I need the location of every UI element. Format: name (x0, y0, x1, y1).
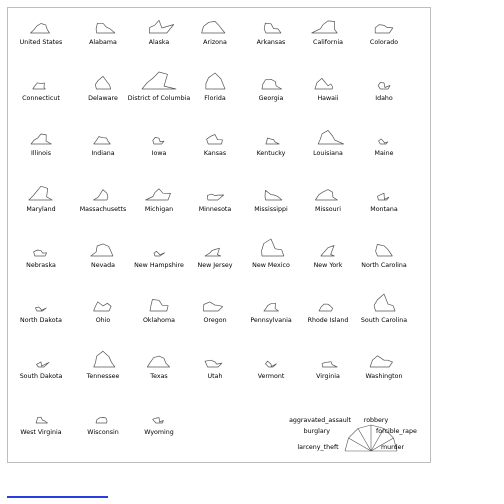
star-glyph-colorado (370, 25, 398, 46)
star-glyph-iowa (152, 137, 167, 157)
star-outline (207, 194, 223, 200)
star-glyph-kentucky (257, 138, 286, 157)
state-label: Idaho (375, 95, 393, 102)
star-glyph-virginia (316, 362, 340, 380)
state-label: Nevada (90, 262, 116, 269)
star-glyph-washington (365, 356, 402, 380)
star-outline (376, 244, 393, 256)
star-outline (147, 356, 169, 367)
state-label: Florida (204, 95, 226, 102)
star-outline (34, 250, 47, 256)
star-glyph-alabama (89, 23, 117, 46)
star-outline (31, 134, 51, 144)
star-outline (315, 78, 333, 89)
key-label-robbery: robbery (363, 417, 389, 424)
state-label: Maine (374, 150, 394, 157)
star-glyph-louisiana (313, 130, 343, 157)
star-outline (322, 362, 337, 367)
state-label: Michigan (144, 206, 174, 213)
star-outline (264, 303, 279, 311)
state-label: California (313, 39, 343, 46)
star-outline (146, 189, 171, 200)
state-label: Iowa (151, 150, 167, 157)
star-glyph-illinois (31, 134, 51, 157)
state-label: Washington (365, 373, 403, 380)
star-outline (207, 135, 223, 145)
star-outline (206, 73, 225, 89)
state-label: Rhode Island (307, 317, 349, 324)
state-label: Texas (150, 373, 168, 380)
star-glyph-maryland (26, 186, 55, 213)
star-glyph-west-virginia (20, 417, 61, 436)
star-glyph-mississippi (254, 190, 288, 213)
star-outline (264, 23, 281, 33)
star-glyph-arizona (202, 21, 227, 46)
state-label: Oklahoma (142, 317, 176, 324)
star-glyph-missouri (315, 190, 341, 213)
star-outline (378, 83, 390, 90)
star-outline (31, 24, 50, 34)
star-glyph-connecticut (22, 83, 60, 102)
star-outline (91, 244, 113, 256)
star-glyph-california (312, 21, 343, 46)
key-label-forcible-rape: forcible_rape (376, 428, 417, 435)
star-outline (94, 190, 108, 200)
star-plot (8, 8, 432, 464)
star-glyph-rhode-island (308, 304, 349, 324)
state-label: District of Columbia (127, 95, 191, 102)
star-glyph-south-carolina (361, 294, 407, 324)
star-outline (142, 72, 176, 89)
star-outline (94, 137, 111, 144)
star-outline (203, 302, 222, 311)
state-label: Wyoming (144, 429, 174, 436)
state-label: New York (313, 262, 343, 269)
star-outline (318, 130, 344, 144)
state-label: United States (19, 39, 63, 46)
star-outline (374, 294, 395, 311)
star-outline (265, 190, 282, 200)
state-label: Mississippi (254, 206, 288, 213)
star-glyph-utah (205, 360, 222, 380)
state-label: Maryland (26, 206, 56, 213)
star-glyph-kansas (204, 135, 226, 158)
star-outline (33, 83, 46, 89)
star-glyph-massachusetts (80, 190, 127, 213)
state-label: Louisiana (313, 150, 343, 157)
star-outline (370, 356, 392, 367)
state-label: Wisconsin (87, 429, 119, 436)
star-outline (96, 417, 107, 423)
state-label: Arizona (203, 39, 227, 46)
star-glyph-united-states (20, 24, 63, 47)
state-label: Arkansas (256, 39, 286, 46)
star-plot-panel (7, 7, 431, 463)
star-glyph-oregon (203, 302, 226, 324)
star-glyph-montana (370, 193, 398, 213)
star-glyph-texas (147, 356, 169, 380)
star-glyph-georgia (259, 79, 284, 102)
state-label: South Carolina (360, 317, 408, 324)
state-label: Hawaii (317, 95, 339, 102)
state-label: Ohio (95, 317, 111, 324)
star-outline (94, 351, 115, 367)
star-glyph-district-of-columbia (128, 72, 191, 102)
star-glyph-indiana (91, 137, 114, 157)
star-glyph-delaware (88, 76, 118, 102)
state-label: New Mexico (252, 262, 290, 269)
state-label: Kansas (203, 150, 227, 157)
state-label: North Carolina (361, 262, 407, 269)
state-label: West Virginia (20, 429, 62, 436)
state-label: Delaware (88, 95, 118, 102)
star-glyph-maine (375, 139, 394, 157)
star-outline (36, 362, 49, 367)
star-glyph-north-carolina (361, 244, 407, 269)
star-outline (378, 193, 389, 200)
star-outline (205, 248, 221, 256)
star-glyph-north-dakota (20, 307, 62, 324)
star-outline (315, 190, 337, 200)
star-glyph-tennessee (86, 351, 120, 380)
star-key (289, 417, 417, 451)
state-label: Colorado (369, 39, 399, 46)
star-glyph-new-hampshire (134, 251, 184, 269)
key-label-burglary: burglary (303, 428, 330, 435)
state-label: Minnesota (198, 206, 232, 213)
state-label: Georgia (258, 95, 284, 102)
star-outline (36, 417, 47, 423)
key-label-larceny-theft: larceny_theft (297, 444, 339, 451)
state-label: Oregon (203, 317, 227, 324)
state-label: New Jersey (197, 262, 233, 269)
star-glyph-arkansas (257, 23, 286, 46)
star-glyph-wyoming (144, 418, 174, 436)
star-outline (153, 418, 164, 423)
star-outline (205, 360, 222, 367)
star-outline (153, 137, 164, 144)
star-glyph-south-dakota (20, 362, 63, 380)
star-outline (35, 307, 46, 311)
state-label: Kentucky (256, 150, 286, 157)
star-glyph-new-mexico (252, 239, 290, 269)
state-label: Indiana (91, 150, 115, 157)
star-glyph-nevada (91, 244, 115, 269)
star-glyph-minnesota (199, 194, 232, 213)
star-glyph-alaska (149, 20, 174, 46)
star-outline (149, 20, 173, 33)
state-label: Nebraska (26, 262, 56, 269)
state-label: Alabama (89, 39, 117, 46)
star-outline (266, 138, 279, 144)
star-outline (96, 23, 115, 33)
star-glyph-oklahoma (143, 300, 175, 325)
star-glyph-florida (204, 73, 226, 102)
state-label: Virginia (316, 373, 340, 380)
star-glyph-hawaii (315, 78, 339, 102)
star-glyph-vermont (258, 361, 285, 380)
link-underline[interactable] (7, 496, 108, 498)
state-label: Pennsylvania (250, 317, 292, 324)
star-outline (375, 25, 393, 33)
star-outline (154, 251, 165, 256)
state-label: North Dakota (20, 317, 62, 324)
star-outline (202, 21, 225, 33)
star-outline (265, 361, 276, 367)
star-outline (262, 79, 282, 89)
state-label: South Dakota (19, 373, 63, 380)
key-label-aggravated-assault: aggravated_assault (289, 417, 351, 424)
state-label: Missouri (315, 206, 341, 213)
state-label: Massachusetts (79, 206, 127, 213)
star-glyph-idaho (375, 83, 393, 103)
state-label: Connecticut (22, 95, 60, 102)
star-outline (321, 246, 334, 257)
state-label: Utah (207, 373, 223, 380)
state-label: Illinois (31, 150, 51, 157)
key-label-murder: murder (381, 444, 405, 451)
star-glyph-nebraska (26, 250, 56, 269)
star-outline (29, 186, 52, 200)
star-outline (319, 304, 333, 311)
star-outline (95, 76, 110, 89)
star-outline (379, 139, 388, 144)
state-label: New Hampshire (134, 262, 184, 269)
state-label: Tennessee (86, 373, 120, 380)
star-glyph-wisconsin (87, 417, 118, 436)
state-label: Vermont (257, 373, 285, 380)
star-outline (262, 239, 284, 256)
star-outline (94, 302, 111, 311)
state-label: Montana (370, 206, 398, 213)
state-label: Alaska (148, 39, 170, 46)
star-outline (312, 21, 338, 33)
star-glyph-ohio (94, 302, 111, 324)
star-glyph-new-york (314, 246, 343, 270)
star-glyph-pennsylvania (250, 303, 292, 324)
star-glyph-new-jersey (198, 248, 233, 269)
star-glyph-michigan (145, 189, 173, 213)
star-outline (150, 300, 168, 312)
